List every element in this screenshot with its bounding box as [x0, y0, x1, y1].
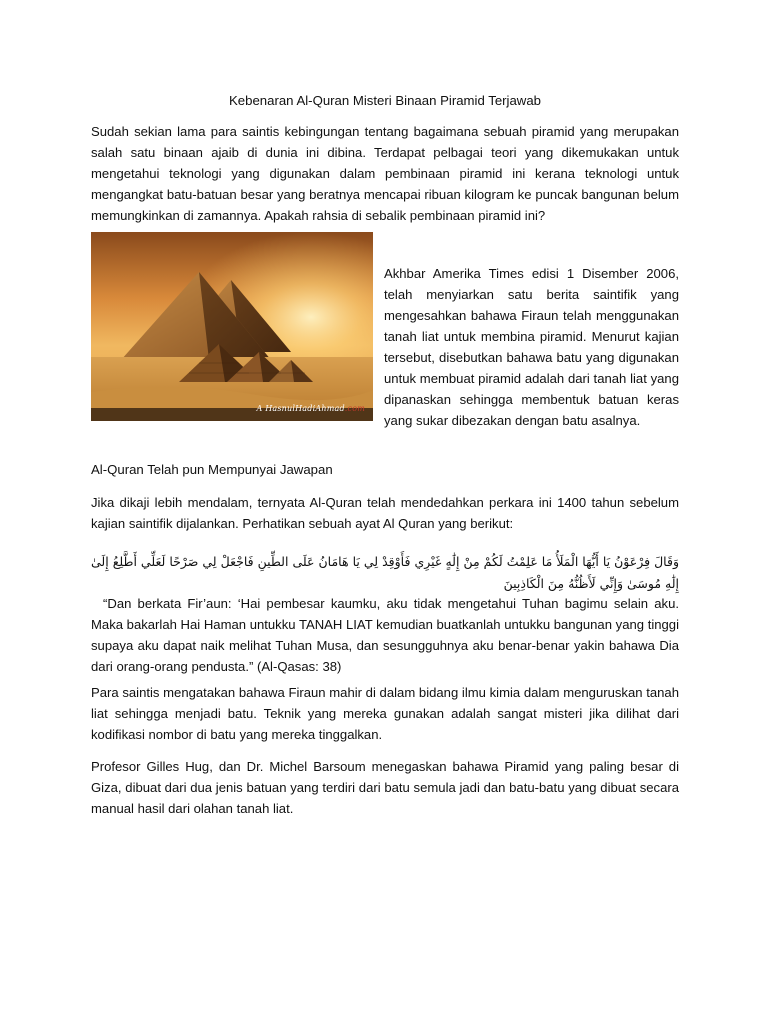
- watermark-suffix: .com: [344, 404, 365, 413]
- pyramids-photo: [91, 232, 373, 421]
- pyramids-illustration: [91, 232, 373, 421]
- watermark-name: HasnulHadiAhmad: [265, 404, 345, 413]
- watermark-letter: A: [256, 404, 263, 413]
- intro-paragraph: Sudah sekian lama para saintis kebingungan tentang bagaimana sebuah piramid yang merupakan salah satu binaan ajaib di dunia ini dibina. Terdapat pelbagai teori yang dikemukakan untuk mengetahui teknologi yang digunakan dalam pembinaan piramid ini kerana teknologi untuk mengangkat batu-batuan besar yang beratnya mencapai ribuan kilogram ke puncak bangunan belum memungkinkan di zamannya. Apakah rahsia di sebalik pembinaan piramid ini?: [91, 124, 679, 223]
- section-heading: Al-Quran Telah pun Mempunyai Jawapan: [91, 462, 333, 477]
- side-paragraph: Akhbar Amerika Times edisi 1 Disember 2006, telah menyiarkan satu berita saintifik yang mengesahkan bahawa Firaun telah menggunakan tanah liat untuk membina piramid. Menurut kajian tersebut, disebutkan bahawa batu yang digunakan untuk membuat piramid adalah dari tanah liat yang dipanaskan sehingga membentuk batuan keras yang sukar dibezakan dengan batu asalnya.: [384, 266, 679, 428]
- arabic-verse: وَقَالَ فِرْعَوْنُ يَا أَيُّهَا الْمَلَأُ مَا عَلِمْتُ لَكُمْ مِنْ إِلَٰهٍ غَيْرِي فَأَوْقِدْ لِي يَا هَامَانُ عَلَى الطِّينِ فَاجْعَلْ لِي صَرْحًا لَعَلِّي أَطَّلِعُ إِلَىٰ إِلَٰهِ مُوسَىٰ وَإِنِّي لَأَظُنُّهُ مِنَ الْكَاذِبِينَ: [91, 553, 679, 591]
- jika-paragraph: Jika dikaji lebih mendalam, ternyata Al-Quran telah mendedahkan perkara ini 1400 tahun sebelum kajian saintifik dijalankan. Perhatikan sebuah ayat Al Quran yang berikut:: [91, 495, 679, 531]
- document-page: [91, 0, 679, 1024]
- saintis-paragraph: Para saintis mengatakan bahawa Firaun mahir di dalam bidang ilmu kimia dalam menguruskan tanah liat sehingga menjadi batu. Teknik yang mereka gunakan adalah sangat misteri jika dilihat dari kodifikasi nombor di batu yang mereka tinggalkan.: [91, 685, 679, 742]
- gilles-paragraph: Profesor Gilles Hug, dan Dr. Michel Barsoum menegaskan bahawa Piramid yang paling besar di Giza, dibuat dari dua jenis batuan yang terdiri dari batu semula jadi dan batu-batu yang dibuat secara manual hasil dari olahan tanah liat.: [91, 759, 679, 816]
- verse-translation-quote: “Dan berkata Fir’aun: ‘Hai pembesar kaumku, aku tidak mengetahui Tuhan bagimu selain aku. Maka bakarlah Hai Haman untukku TANAH LIAT kemudian buatkanlah untukku bangunan yang tinggi supaya aku dapat naik melihat Tuhan Musa, dan sesungguhnya aku benar-benar yakin bahawa Dia dari orang-orang pendusta.” (Al-Qasas: 38): [91, 596, 679, 674]
- photo-watermark: [256, 404, 365, 413]
- document-title: Kebenaran Al-Quran Misteri Binaan Piramid Terjawab: [228, 93, 542, 108]
